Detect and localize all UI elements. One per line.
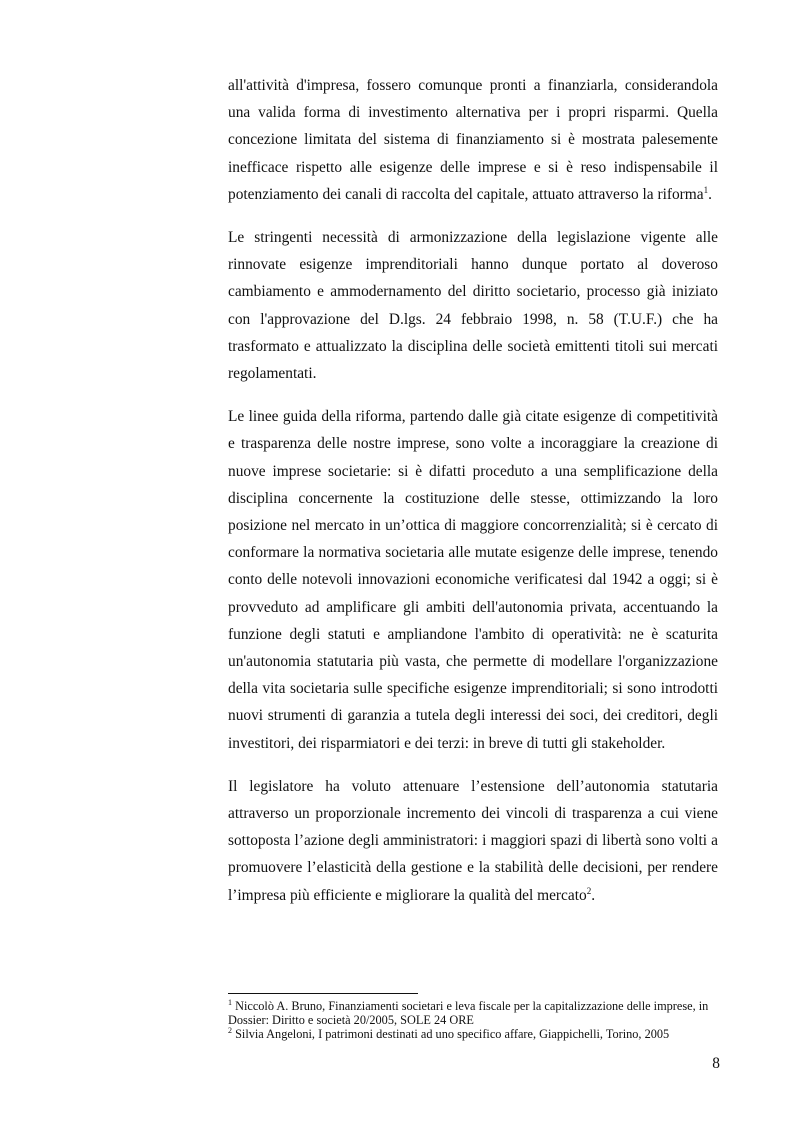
paragraph-text: Il legislatore ha voluto attenuare l’estensione dell’autonomia statutaria attraverso un proporzionale incremento dei vincoli di trasparenza a cui viene sottoposta l’azione degli amministratori: i maggiori spazi di libertà sono volti a promuovere l’elasticità della gestione e la stabilità delle decisioni, per rendere l’impresa più efficiente e migliorare la qualità del mercato bbox=[228, 777, 718, 904]
footnote-text: Silvia Angeloni, I patrimoni destinati ad uno specifico affare, Giappichelli, Torino, 2005 bbox=[232, 1027, 670, 1041]
footnote-text: Niccolò A. Bruno, Finanziamenti societari e leva fiscale per la capitalizzazione delle imprese, in Dossier: Diritto e società 20/2005, SOLE 24 ORE bbox=[228, 999, 709, 1027]
paragraph-4 bbox=[228, 773, 718, 909]
footnote-ref-2[interactable]: 2 bbox=[586, 885, 592, 896]
body-text bbox=[228, 72, 718, 925]
footnote-separator bbox=[228, 993, 418, 994]
paragraph-text: all'attività d'impresa, fossero comunque pronti a finanziarla, considerandola una valida forma di investimento alternativa per i propri risparmi. Quella concezione limitata del sistema di finanziamento si è mostrata palesemente inefficace rispetto alle esigenze delle imprese e si è reso indispensabile il potenziamento dei canali di raccolta del capitale, attuato attraverso la riforma bbox=[228, 77, 718, 203]
paragraph-text: Le stringenti necessità di armonizzazione della legislazione vigente alle rinnovate esigenze imprenditoriali hanno dunque portato al doveroso cambiamento e ammodernamento del diritto societario, processo già iniziato con l'approvazione del D.lgs. 24 febbraio 1998, n. 58 (T.U.F.) che ha trasformato e attualizzato la disciplina delle società emittenti titoli sui mercati regolamentati. bbox=[228, 229, 718, 383]
footnote-number: 2 bbox=[228, 1025, 232, 1035]
footnote-1 bbox=[228, 999, 718, 1027]
page-number: 8 bbox=[712, 1055, 720, 1072]
footnote-2 bbox=[228, 1027, 718, 1041]
footnote-ref-1[interactable]: 1 bbox=[703, 184, 709, 195]
footnotes bbox=[228, 999, 718, 1041]
paragraph-tail: . bbox=[708, 185, 712, 203]
paragraph-3 bbox=[228, 403, 718, 757]
paragraph-1 bbox=[228, 72, 718, 208]
paragraph-2 bbox=[228, 224, 718, 387]
paragraph-text: Le linee guida della riforma, partendo dalle già citate esigenze di competitività e trasparenza delle nostre imprese, sono volte a incoraggiare la creazione di nuove imprese societarie: si è difatti proceduto a una semplificazione della disciplina concernente la costituzione delle stesse, ottimizzando la loro posizione nel mercato in un’ottica di maggiore concorrenzialità; si è cercato di conformare la normativa societaria alle mutate esigenze delle imprese, tenendo conto delle notevoli innovazioni economiche verificatesi dal 1942 a oggi; si è provveduto ad amplificare gli ambiti dell'autonomia privata, accentuando la funzione degli statuti e ampliandone l'ambito di operatività: ne è scaturita un'autonomia statutaria più vasta, che permette di modellare l'organizzazione della vita societaria sulle specifiche esigenze imprenditoriali; si sono introdotti nuovi strumenti di garanzia a tutela degli interessi dei soci, dei creditori, degli investitori, dei risparmiatori e dei terzi: in breve di tutti gli stakeholder. bbox=[228, 408, 718, 752]
paragraph-tail: . bbox=[591, 886, 596, 904]
footnote-number: 1 bbox=[228, 997, 232, 1007]
